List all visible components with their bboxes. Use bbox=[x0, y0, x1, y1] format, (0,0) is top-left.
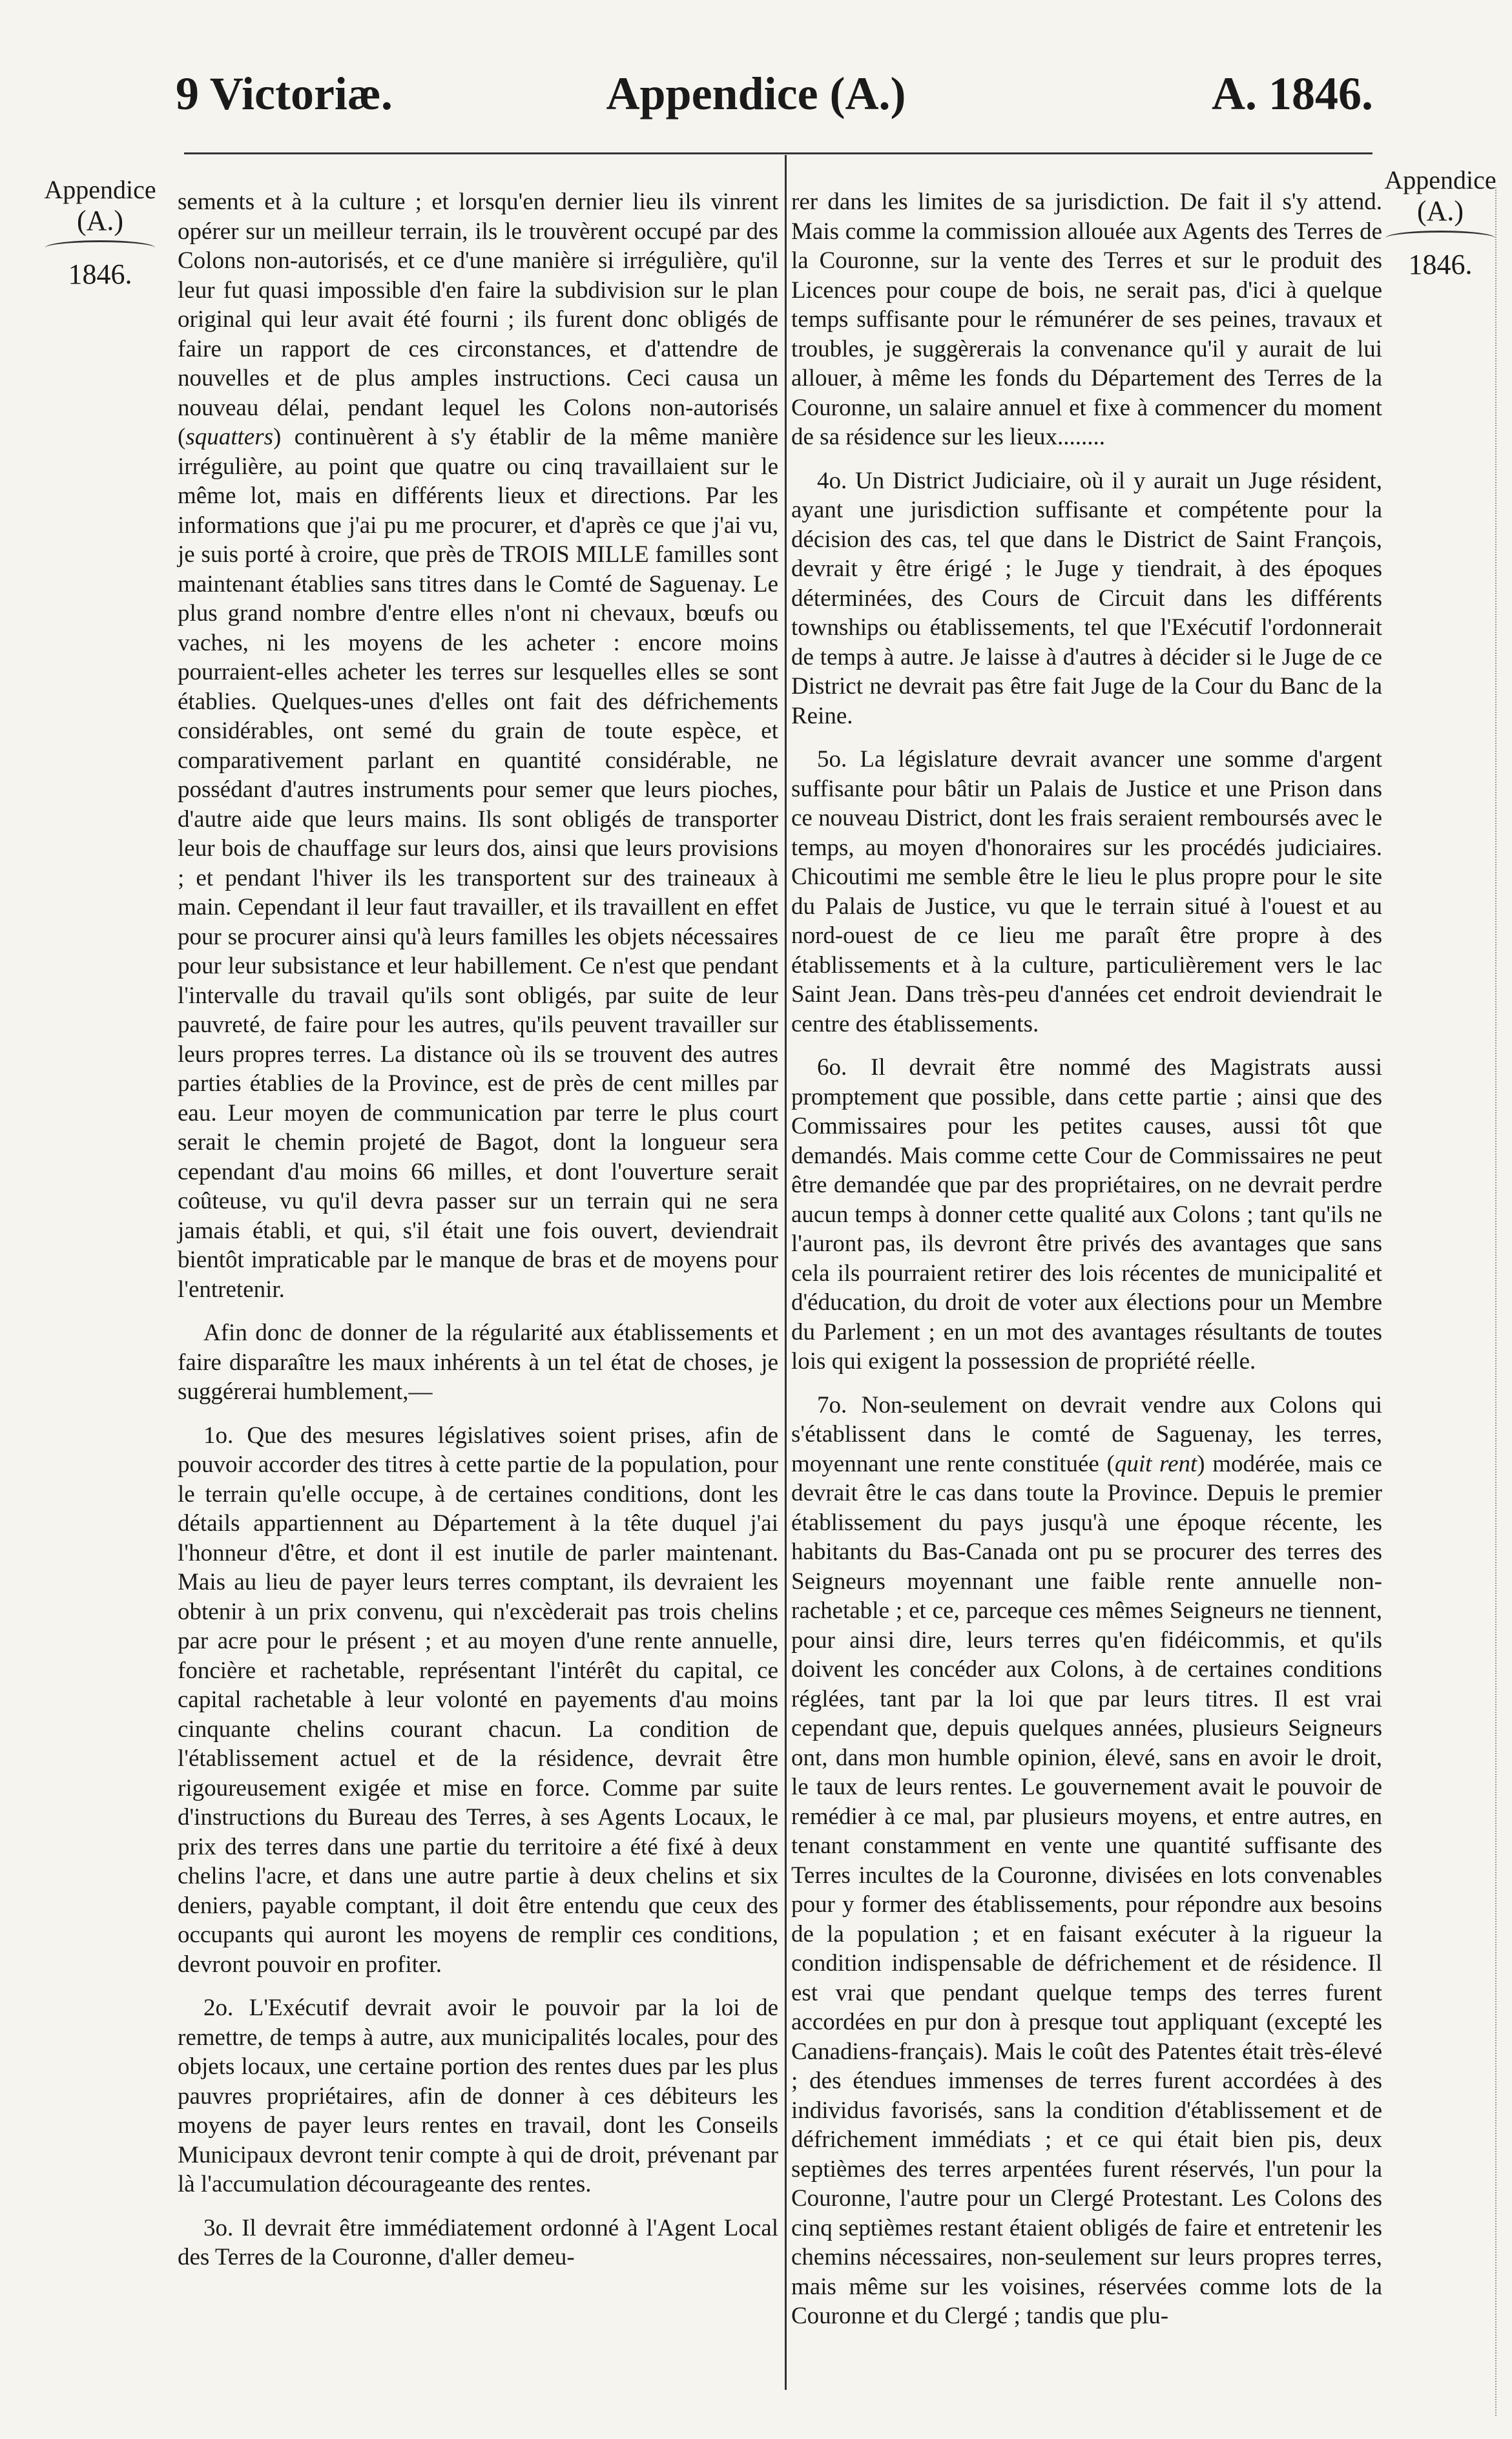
margin-brace bbox=[45, 240, 155, 255]
column-divider bbox=[785, 155, 787, 2390]
header-rule bbox=[184, 152, 1372, 154]
paragraph: 5o. La législature devrait avancer une somme d'argent suffisante pour bâtir un Palais de Justice et une Prison dans ce nouveau District, dont les frais seraient remboursés avec le temps, au moyen d'honoraires sur les procédés judiciaires. Chicoutimi me semble être le lieu le plus propre pour le site du Palais de Justice, vu que le terrain situé à l'ouest et au nord-ouest de ce lieu me paraît être propre à des établissements et à la culture, particulièrement vers le lac Saint Jean. Dans très-peu d'années cet endroit deviendrait le centre des établissements. bbox=[791, 746, 1382, 1037]
margin-year: 1846. bbox=[68, 258, 132, 290]
paragraph: sements et à la culture ; et lorsqu'en dernier lieu ils vinrent opérer sur un meilleur terrain, ils le trouvèrent occupé par des Colons non-autorisés, et ce d'une manière si irrégulière, qu'il leur fut quasi impossible d'en faire la subdivision sur le plan original qui leur avait été fourni ; ils furent donc obligés de faire un rapport de ces circonstances, et d'attendre de nouvelles et de plus amples instructions. Ceci causa un nouveau délai, pendant lequel les Colons non-autorisés (squatters) continuèrent à s'y établir de la même manière irrégulière, au point que quatre ou cinq travaillaient sur le même lot, mais en différents lieux et directions. Par les informations que j'ai pu me procurer, et d'après ce que j'ai vu, je suis porté à croire, que près de TROIS MILLE familles sont maintenant établies sans titres dans le Comté de Saguenay. Le plus grand nombre d'entre elles n'ont ni chevaux, bœufs ou vaches, ni les moyens de les acheter : encore moins pourraient-elles acheter les terres sur lesquelles elles se sont établies. Quelques-unes d'elles ont fait des défrichements considérables, ont semé du grain de toute espèce, et comparativement parlant en quantité considérable, ne possédant d'autres instruments pour semer que leurs pioches, d'autre aide que leurs mains. Ils sont obligés de transporter leur bois de chauffage sur leurs dos, ainsi que leurs provisions ; et pendant l'hiver ils les transportent sur des traineaux à main. Cependant il leur faut travailler, et ils travaillent en effet pour se procurer ainsi qu'à leurs familles les objets nécessaires pour leur subsistance et leur habillement. Ce n'est que pendant l'intervalle du travail qu'ils sont obligés, par suite de leur pauvreté, de faire pour les autres, qu'ils peuvent travailler sur leurs propres terres. La distance où ils se trouvent des autres parties établies de la Province, est de près de cent milles par eau. Leur moyen de communication par terre le plus court serait le chemin projeté de Bagot, dont la longueur sera cependant d'au moins 66 milles, et dont l'ouverture serait coûteuse, vu qu'il devra passer sur un terrain qui ne sera jamais établi, et qui, s'il était une fois ouvert, deviendrait bientôt impraticable par le manque de bras et de moyens pour l'entretenir. bbox=[178, 189, 778, 1303]
margin-label: Appendice bbox=[44, 175, 156, 204]
paragraph: 4o. Un District Judiciaire, où il y aurait un Juge résident, ayant une jurisdiction suffisante et compétente pour la décision des cas, tel que dans le District de Saint François, devrait y être érigé ; le Juge y tiendrait, à des époques déterminées, des Cours de Circuit dans les différents townships ou établissements, tel que l'Exécutif l'ordonnerait de temps à autre. Je laisse à d'autres à décider si le Juge de ce District ne devrait pas être fait Juge de la Cour du Banc de la Reine. bbox=[791, 467, 1382, 729]
margin-note-left bbox=[39, 174, 161, 290]
page-edge bbox=[1495, 187, 1506, 2416]
page-header-left: 9 Victoriæ. bbox=[176, 68, 393, 119]
paragraph: 1o. Que des mesures législatives soient prises, afin de pouvoir accorder des titres à cette partie de la population, pour le terrain qu'elle occupe, à de certaines conditions, dont les détails appartiennent au Département à la tête duquel j'ai l'honneur d'être, et dont il est inutile de parler maintenant. Mais au lieu de payer leurs terres comptant, ils devraient les obtenir à un prix convenu, qui n'excèderait pas trois chelins par acre pour le présent ; et au moyen d'une rente annuelle, foncière et rachetable, représentant l'intérêt du capital, ce capital rachetable à leur volonté en payements d'au moins cinquante chelins courant chacun. La condition de l'établissement actuel et de la résidence, devrait être rigoureusement exigée et mise en force. Comme par suite d'instructions du Bureau des Terres, à ses Agents Locaux, le prix des terres dans une partie du territoire a été fixé à deux chelins l'acre, et dans une autre partie à deux chelins et six deniers, payable comptant, il doit être entendu que ceux des occupants qui auront les moyens de remplir ces conditions, devront pouvoir en profiter. bbox=[178, 1422, 778, 1978]
right-column bbox=[791, 187, 1382, 2331]
page-header-center: Appendice (A.) bbox=[606, 68, 906, 119]
page-header-right: A. 1846. bbox=[1212, 68, 1373, 119]
paragraph: 2o. L'Exécutif devrait avoir le pouvoir par la loi de remettre, de temps à autre, aux municipalités locales, pour des objets locaux, une certaine portion des rentes dues par les plus pauvres propriétaires, afin de donner à ces débiteurs les moyens de payer leurs rentes en travail, dont les Conseils Municipaux devront tenir compte à qui de droit, prévenant par là l'accumulation décourageante des rentes. bbox=[178, 1995, 778, 2197]
margin-brace bbox=[1385, 231, 1495, 245]
left-column bbox=[178, 187, 778, 2272]
paragraph: 6o. Il devrait être nommé des Magistrats aussi promptement que possible, dans cette partie ; ainsi que des Commissaires pour les petites causes, aussi tôt que demandés. Mais comme cette Cour de Commissaires ne peut être demandée que par des propriétaires, on ne devrait perdre aucun temps à donner cette qualité aux Colons ; tant qu'ils ne l'auront pas, ils devront être privés des avantages que sans cela ils pourraient retirer des lois récentes de municipalité et d'éducation, du droit de voter aux élections pour un Membre du Parlement ; en un mot des avantages résultants de toutes lois qui exigent la possession de propriété réelle. bbox=[791, 1054, 1382, 1375]
paragraph: 3o. Il devrait être immédiatement ordonné à l'Agent Local des Terres de la Couronne, d'aller demeu- bbox=[178, 2214, 778, 2270]
margin-label: Appendice bbox=[1384, 165, 1496, 194]
paragraph: rer dans les limites de sa jurisdiction. De fait il s'y attend. Mais comme la commission allouée aux Agents des Terres de la Couronne, sur la vente des Terres et sur le produit des Licences pour coupe de bois, ne serait pas, d'ici à quelque temps suffisante pour le rémunérer de ses peines, travaux et troubles, je suggèrerais la convenance qu'il y aurait de lui allouer, à même les fonds du Département des Terres de la Couronne, un salaire annuel et fixe à commencer du moment de sa résidence sur les lieux........ bbox=[791, 189, 1382, 450]
paragraph: Afin donc de donner de la régularité aux établissements et faire disparaître les maux inhérents à un tel état de choses, je suggérerai humblement,— bbox=[178, 1320, 778, 1405]
margin-sub: (A.) bbox=[76, 205, 124, 236]
margin-year: 1846. bbox=[1408, 249, 1473, 280]
margin-sub: (A.) bbox=[1416, 195, 1464, 227]
margin-note-right bbox=[1379, 165, 1502, 280]
paragraph: 7o. Non-seulement on devrait vendre aux Colons qui s'établissent dans le comté de Saguenay, les terres, moyennant une rente constituée (quit rent) modérée, mais ce devrait être le cas dans toute la Province. Depuis le premier établissement du pays jusqu'à une époque récente, les habitants du Bas-Canada ont pu se procurer des terres des Seigneurs moyennant une faible rente annuelle non-rachetable ; et ce, parceque ces mêmes Seigneurs ne tiennent, pour ainsi dire, leurs terres qu'en fidéicommis, et qu'ils doivent les concéder aux Colons, à de certaines conditions réglées, tant par la loi que par leurs titres. Il est vrai cependant que, depuis quelques années, plusieurs Seigneurs ont, dans mon humble opinion, élevé, sans en avoir le droit, le taux de leurs rentes. Le gouvernement avait le pouvoir de remédier à ce mal, par plusieurs moyens, et entre autres, en tenant constamment en vente une quantité suffisante des Terres incultes de la Couronne, divisées en lots convenables pour y former des établissements, pour répondre aux besoins de la population ; et en faisant exécuter à la rigueur la condition indispensable de défrichement et de résidence. Il est vrai que pendant quelque temps des terres furent accordées en pur don à presque tout appliquant (excepté les Canadiens-français). Mais le coût des Patentes était très-élevé ; des étendues immenses de terres furent accordées à des individus favorisés, sans la condition d'établissement et de défrichement immédiats ; et ce qui était bien pis, deux septièmes des terres arpentées furent réservés, l'un pour la Couronne, l'autre pour un Clergé Protestant. Les Colons des cinq septièmes restant étaient obligés de faire et entretenir les chemins nécessaires, non-seulement sur leurs propres terres, mais même sur les voisines, réservées comme lots de la Couronne et du Clergé ; tandis que plu- bbox=[791, 1391, 1382, 2329]
